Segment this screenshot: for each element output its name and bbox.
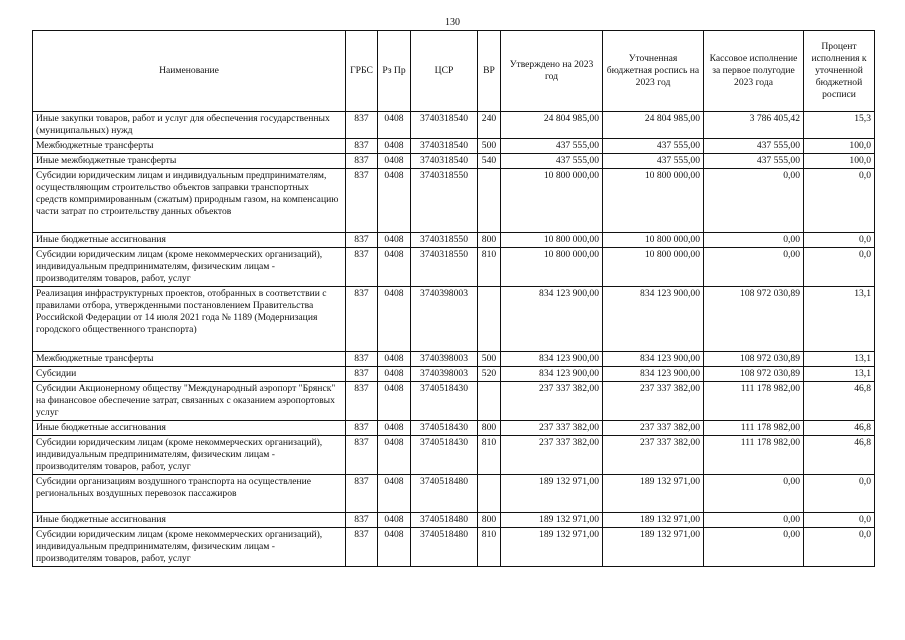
- cell-cash: 0,00: [704, 233, 804, 248]
- cell-rzpr: 0408: [378, 233, 411, 248]
- cell-name: Субсидии юридическим лицам (кроме некоммерческих организаций), индивидуальным предпринимателям, физическим лицам - производителям товаров, работ, услуг: [33, 248, 346, 287]
- column-header-refined: Уточненная бюджетная роспись на 2023 год: [603, 31, 704, 112]
- cell-rzpr: 0408: [378, 154, 411, 169]
- cell-csr: 3740318540: [411, 154, 478, 169]
- cell-percent: 46,8: [804, 421, 875, 436]
- cell-csr: 3740518480: [411, 513, 478, 528]
- cell-rzpr: 0408: [378, 528, 411, 567]
- cell-percent: 100,0: [804, 139, 875, 154]
- cell-percent: 13,1: [804, 352, 875, 367]
- cell-refined: 237 337 382,00: [603, 421, 704, 436]
- cell-vr: [478, 382, 501, 421]
- table-row: [33, 248, 875, 287]
- cell-vr: [478, 169, 501, 233]
- cell-refined: 237 337 382,00: [603, 436, 704, 475]
- cell-percent: 13,1: [804, 367, 875, 382]
- cell-name: Иные закупки товаров, работ и услуг для обеспечения государственных (муниципальных) нужд: [33, 112, 346, 139]
- cell-percent: 13,1: [804, 287, 875, 352]
- cell-percent: 46,8: [804, 436, 875, 475]
- cell-cash: 108 972 030,89: [704, 367, 804, 382]
- cell-approved: 189 132 971,00: [501, 528, 603, 567]
- cell-rzpr: 0408: [378, 475, 411, 513]
- cell-grbs: 837: [346, 382, 378, 421]
- cell-csr: 3740318550: [411, 233, 478, 248]
- cell-vr: 520: [478, 367, 501, 382]
- cell-refined: 10 800 000,00: [603, 248, 704, 287]
- cell-name: Субсидии организациям воздушного транспорта на осуществление региональных воздушных перевозок пассажиров: [33, 475, 346, 513]
- cell-approved: 437 555,00: [501, 154, 603, 169]
- table-row: [33, 169, 875, 233]
- cell-csr: 3740518430: [411, 421, 478, 436]
- cell-grbs: 837: [346, 139, 378, 154]
- table-row: [33, 287, 875, 352]
- cell-rzpr: 0408: [378, 436, 411, 475]
- table-row: [33, 352, 875, 367]
- cell-approved: 10 800 000,00: [501, 248, 603, 287]
- cell-grbs: 837: [346, 169, 378, 233]
- cell-name: Межбюджетные трансферты: [33, 352, 346, 367]
- column-header-name: Наименование: [33, 31, 346, 112]
- table-row: [33, 382, 875, 421]
- cell-refined: 237 337 382,00: [603, 382, 704, 421]
- cell-csr: 3740518430: [411, 382, 478, 421]
- cell-percent: 0,0: [804, 169, 875, 233]
- cell-csr: 3740398003: [411, 287, 478, 352]
- cell-name: Межбюджетные трансферты: [33, 139, 346, 154]
- column-header-grbs: ГРБС: [346, 31, 378, 112]
- cell-refined: 189 132 971,00: [603, 528, 704, 567]
- cell-vr: 810: [478, 248, 501, 287]
- table-row: [33, 528, 875, 567]
- cell-refined: 189 132 971,00: [603, 475, 704, 513]
- cell-name: Субсидии юридическим лицам (кроме некоммерческих организаций), индивидуальным предпринимателям, физическим лицам - производителям товаров, работ, услуг: [33, 436, 346, 475]
- cell-csr: 3740398003: [411, 352, 478, 367]
- table-row: [33, 421, 875, 436]
- cell-cash: 437 555,00: [704, 154, 804, 169]
- cell-name: Субсидии Акционерному обществу "Международный аэропорт "Брянск" на финансовое обеспечение затрат, связанных с оказанием аэропортовых услуг: [33, 382, 346, 421]
- cell-refined: 437 555,00: [603, 139, 704, 154]
- cell-approved: 237 337 382,00: [501, 382, 603, 421]
- cell-approved: 189 132 971,00: [501, 475, 603, 513]
- cell-rzpr: 0408: [378, 287, 411, 352]
- cell-percent: 0,0: [804, 528, 875, 567]
- cell-csr: 3740318540: [411, 139, 478, 154]
- cell-name: Субсидии юридическим лицам (кроме некоммерческих организаций), индивидуальным предпринимателям, физическим лицам - производителям товаров, работ, услуг: [33, 528, 346, 567]
- cell-csr: 3740518480: [411, 475, 478, 513]
- table-row: [33, 112, 875, 139]
- cell-name: Иные межбюджетные трансферты: [33, 154, 346, 169]
- cell-approved: 189 132 971,00: [501, 513, 603, 528]
- cell-refined: 834 123 900,00: [603, 287, 704, 352]
- cell-cash: 3 786 405,42: [704, 112, 804, 139]
- column-header-csr: ЦСР: [411, 31, 478, 112]
- cell-cash: 0,00: [704, 248, 804, 287]
- cell-rzpr: 0408: [378, 248, 411, 287]
- table-body: [33, 112, 875, 567]
- cell-name: Иные бюджетные ассигнования: [33, 233, 346, 248]
- cell-grbs: 837: [346, 513, 378, 528]
- cell-csr: 3740518480: [411, 528, 478, 567]
- cell-vr: 810: [478, 436, 501, 475]
- cell-percent: 100,0: [804, 154, 875, 169]
- cell-grbs: 837: [346, 233, 378, 248]
- table-row: [33, 475, 875, 513]
- budget-execution-table: [32, 30, 875, 567]
- cell-approved: 237 337 382,00: [501, 436, 603, 475]
- cell-csr: 3740398003: [411, 367, 478, 382]
- table-row: [33, 139, 875, 154]
- column-header-rzpr: Рз Пр: [378, 31, 411, 112]
- cell-percent: 46,8: [804, 382, 875, 421]
- cell-grbs: 837: [346, 367, 378, 382]
- cell-name: Субсидии: [33, 367, 346, 382]
- cell-csr: 3740518430: [411, 436, 478, 475]
- cell-grbs: 837: [346, 287, 378, 352]
- cell-approved: 24 804 985,00: [501, 112, 603, 139]
- table-row: [33, 367, 875, 382]
- cell-refined: 24 804 985,00: [603, 112, 704, 139]
- cell-grbs: 837: [346, 528, 378, 567]
- cell-refined: 10 800 000,00: [603, 169, 704, 233]
- column-header-vr: ВР: [478, 31, 501, 112]
- cell-name: Иные бюджетные ассигнования: [33, 421, 346, 436]
- cell-name: Реализация инфраструктурных проектов, отобранных в соответствии с правилами отбора, утвержденными постановлением Правительства Российской Федерации от 14 июля 2021 года № 1189 (Модернизация городского общественного транспорта): [33, 287, 346, 352]
- cell-approved: 237 337 382,00: [501, 421, 603, 436]
- cell-csr: 3740318550: [411, 248, 478, 287]
- cell-cash: 108 972 030,89: [704, 287, 804, 352]
- cell-cash: 111 178 982,00: [704, 382, 804, 421]
- cell-grbs: 837: [346, 436, 378, 475]
- cell-approved: 10 800 000,00: [501, 169, 603, 233]
- cell-grbs: 837: [346, 248, 378, 287]
- cell-rzpr: 0408: [378, 367, 411, 382]
- table-row: [33, 233, 875, 248]
- cell-percent: 0,0: [804, 233, 875, 248]
- cell-grbs: 837: [346, 154, 378, 169]
- cell-cash: 0,00: [704, 475, 804, 513]
- cell-cash: 0,00: [704, 528, 804, 567]
- cell-vr: 800: [478, 421, 501, 436]
- cell-refined: 834 123 900,00: [603, 352, 704, 367]
- cell-rzpr: 0408: [378, 421, 411, 436]
- cell-vr: 540: [478, 154, 501, 169]
- cell-rzpr: 0408: [378, 352, 411, 367]
- table-header-row: [33, 31, 875, 112]
- cell-percent: 0,0: [804, 513, 875, 528]
- cell-grbs: 837: [346, 421, 378, 436]
- cell-vr: 800: [478, 513, 501, 528]
- cell-refined: 10 800 000,00: [603, 233, 704, 248]
- cell-grbs: 837: [346, 352, 378, 367]
- cell-approved: 834 123 900,00: [501, 367, 603, 382]
- cell-rzpr: 0408: [378, 112, 411, 139]
- cell-rzpr: 0408: [378, 382, 411, 421]
- cell-vr: [478, 287, 501, 352]
- cell-rzpr: 0408: [378, 169, 411, 233]
- cell-percent: 0,0: [804, 248, 875, 287]
- column-header-cash: Кассовое исполнение за первое полугодие 2023 года: [704, 31, 804, 112]
- cell-vr: 500: [478, 139, 501, 154]
- cell-vr: 810: [478, 528, 501, 567]
- cell-name: Иные бюджетные ассигнования: [33, 513, 346, 528]
- cell-vr: 500: [478, 352, 501, 367]
- cell-rzpr: 0408: [378, 139, 411, 154]
- cell-cash: 0,00: [704, 169, 804, 233]
- cell-name: Субсидии юридическим лицам и индивидуальным предпринимателям, осуществляющим строительство объектов заправки транспортных средств компримированным (сжатым) природным газом, на компенсацию части затрат по строительству данных объектов: [33, 169, 346, 233]
- cell-cash: 111 178 982,00: [704, 436, 804, 475]
- cell-csr: 3740318550: [411, 169, 478, 233]
- cell-percent: 15,3: [804, 112, 875, 139]
- cell-approved: 10 800 000,00: [501, 233, 603, 248]
- column-header-approved: Утверждено на 2023 год: [501, 31, 603, 112]
- table-row: [33, 513, 875, 528]
- cell-vr: 240: [478, 112, 501, 139]
- cell-vr: 800: [478, 233, 501, 248]
- cell-grbs: 837: [346, 475, 378, 513]
- cell-csr: 3740318540: [411, 112, 478, 139]
- cell-cash: 111 178 982,00: [704, 421, 804, 436]
- cell-vr: [478, 475, 501, 513]
- table-row: [33, 436, 875, 475]
- cell-rzpr: 0408: [378, 513, 411, 528]
- cell-refined: 437 555,00: [603, 154, 704, 169]
- cell-refined: 189 132 971,00: [603, 513, 704, 528]
- cell-cash: 108 972 030,89: [704, 352, 804, 367]
- cell-approved: 437 555,00: [501, 139, 603, 154]
- cell-cash: 0,00: [704, 513, 804, 528]
- page-number: 130: [445, 17, 460, 28]
- cell-cash: 437 555,00: [704, 139, 804, 154]
- cell-refined: 834 123 900,00: [603, 367, 704, 382]
- cell-approved: 834 123 900,00: [501, 352, 603, 367]
- cell-percent: 0,0: [804, 475, 875, 513]
- column-header-percent: Процент исполнения к уточненной бюджетной росписи: [804, 31, 875, 112]
- cell-grbs: 837: [346, 112, 378, 139]
- cell-approved: 834 123 900,00: [501, 287, 603, 352]
- table-row: [33, 154, 875, 169]
